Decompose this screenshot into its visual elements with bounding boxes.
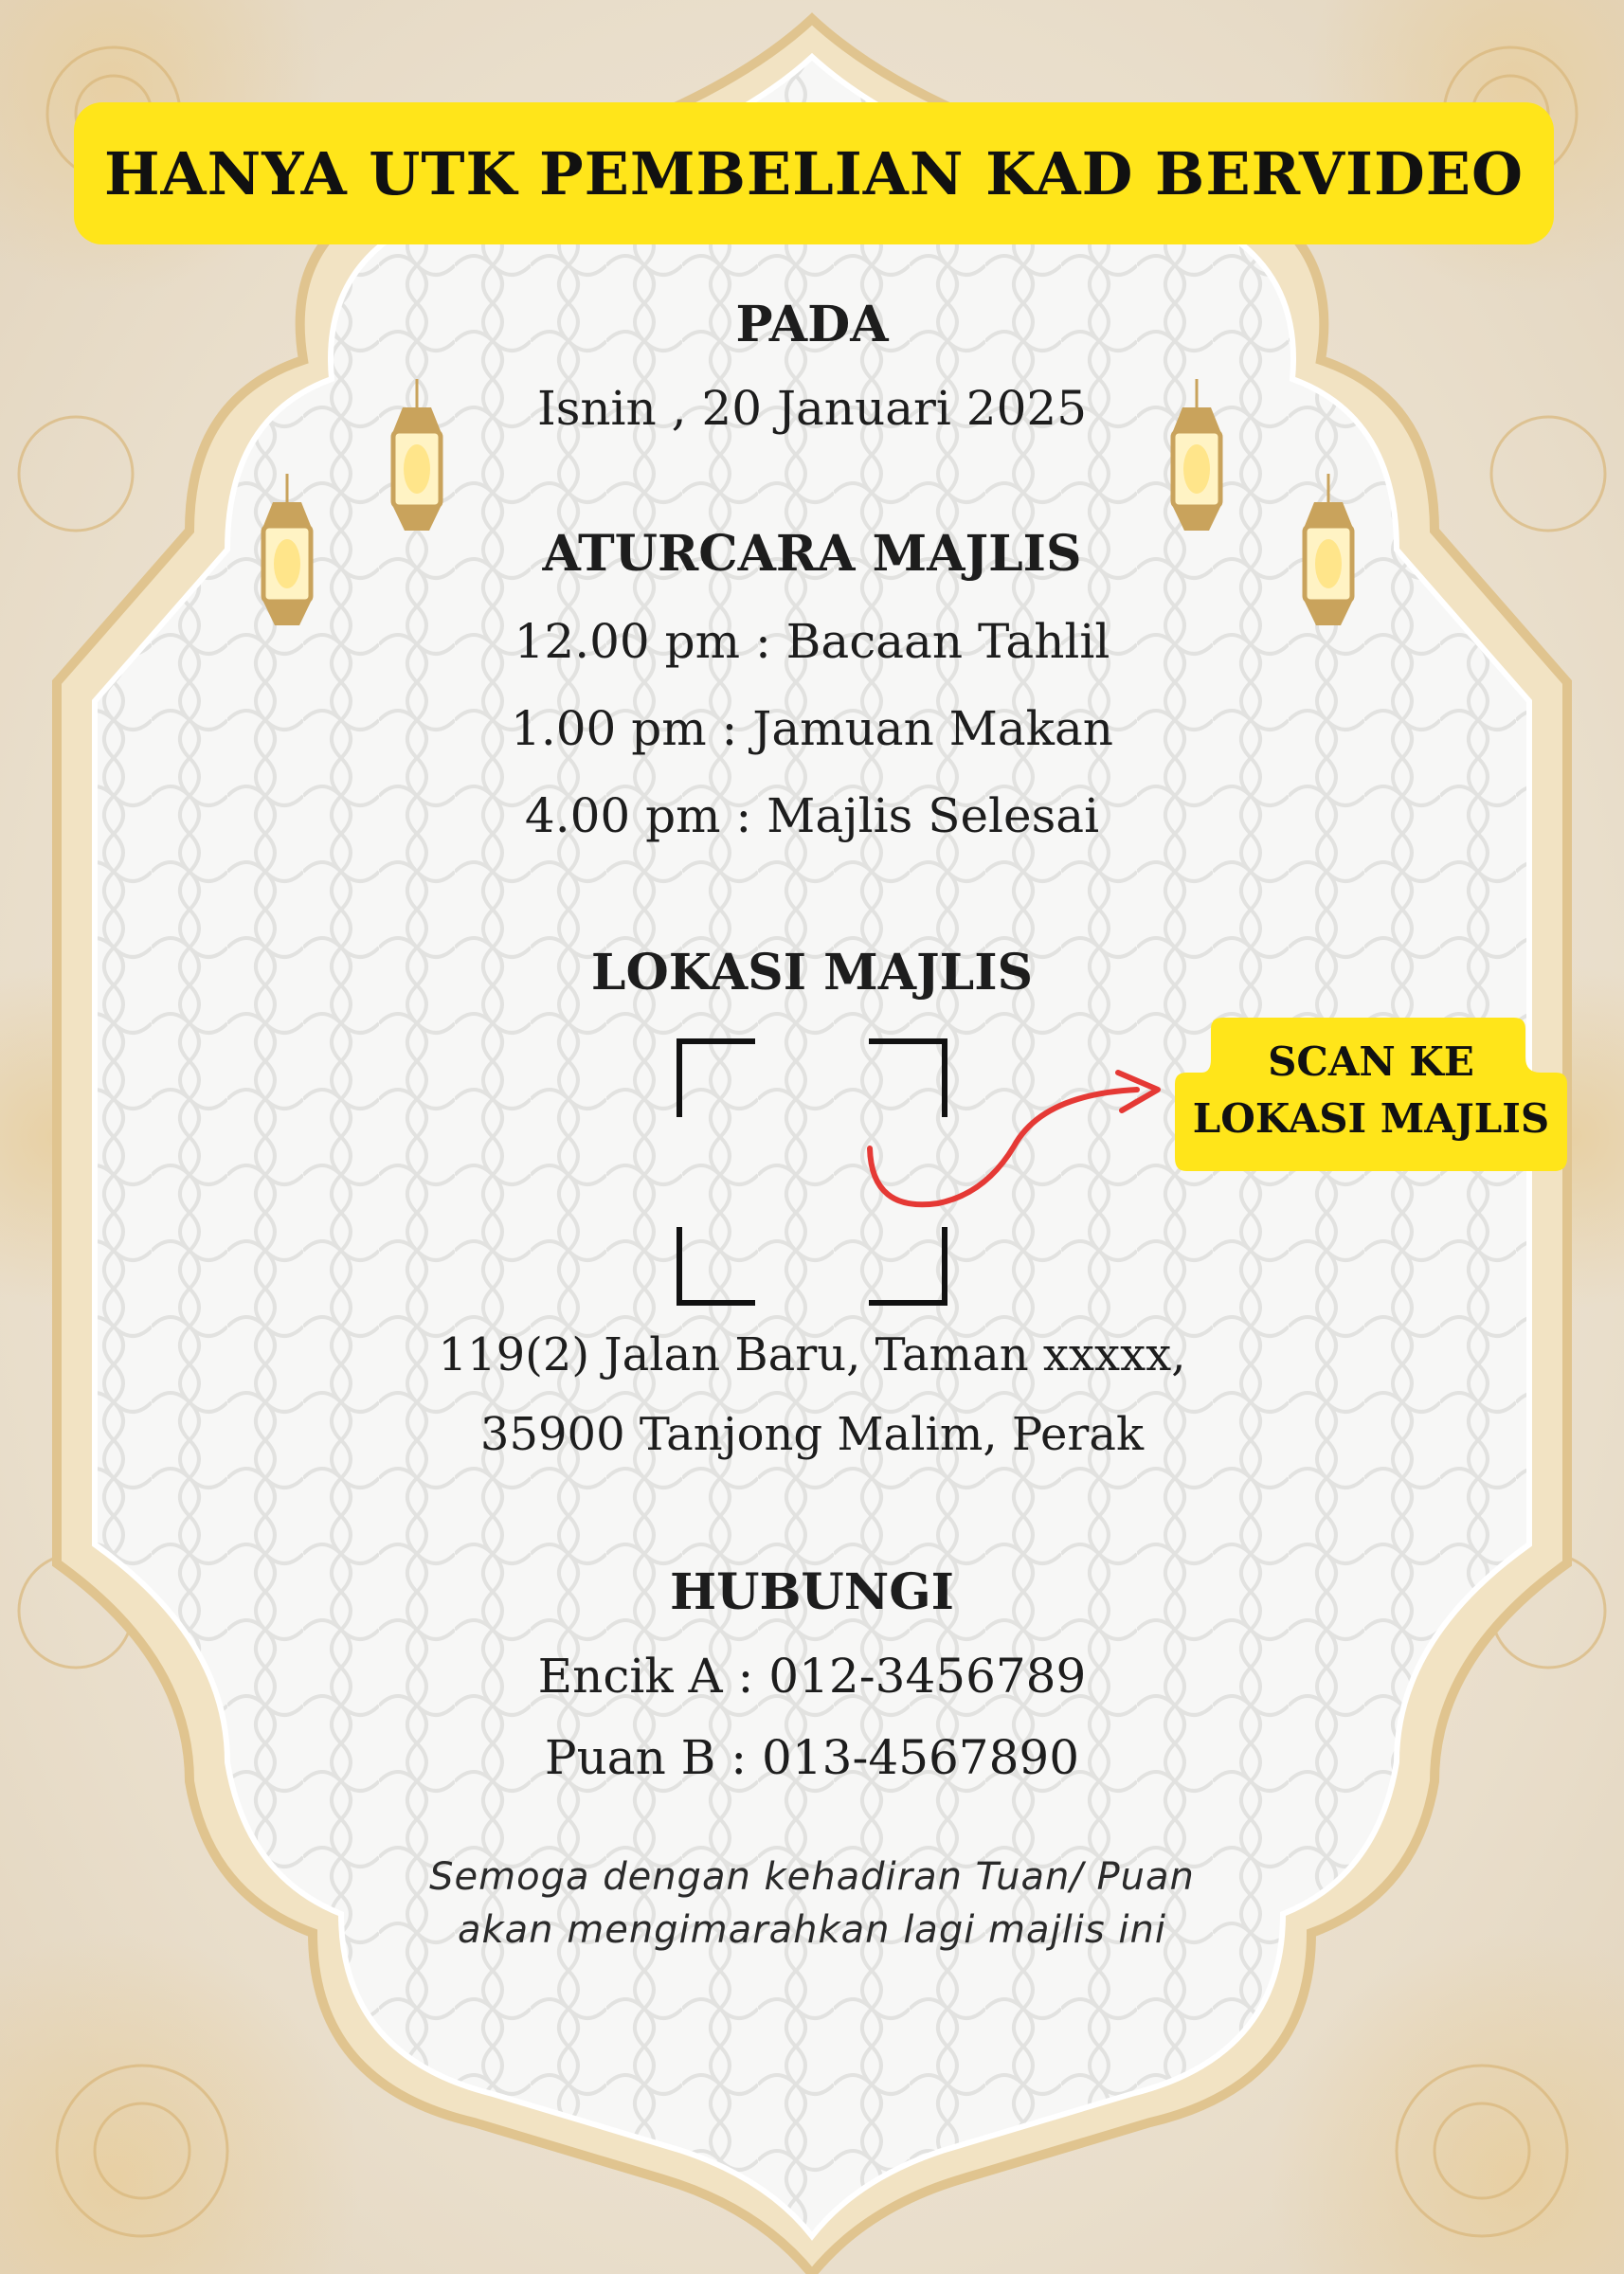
program-heading: ATURCARA MAJLIS xyxy=(542,525,1082,583)
contact-item: Puan B : 013-4567890 xyxy=(544,1730,1080,1785)
address-line: 35900 Tanjong Malim, Perak xyxy=(479,1408,1145,1461)
arrow-icon xyxy=(853,1061,1194,1232)
closing-line: Semoga dengan kehadiran Tuan/ Puan xyxy=(429,1855,1195,1899)
program-item: 12.00 pm : Bacaan Tahlil xyxy=(514,614,1110,669)
date-heading: PADA xyxy=(735,296,889,353)
contact-heading: HUBUNGI xyxy=(669,1563,955,1621)
scan-callout xyxy=(1173,1016,1569,1173)
date-value: Isnin , 20 Januari 2025 xyxy=(536,381,1088,436)
program-item: 1.00 pm : Jamuan Makan xyxy=(511,701,1113,756)
address-line: 119(2) Jalan Baru, Taman xxxxx, xyxy=(438,1328,1186,1381)
closing-line: akan mengimarahkan lagi majlis ini xyxy=(457,1908,1166,1952)
contact-item: Encik A : 012-3456789 xyxy=(537,1649,1087,1704)
scan-label-line2: LOKASI MAJLIS xyxy=(1192,1095,1550,1142)
banner-text: HANYA UTK PEMBELIAN KAD BERVIDEO xyxy=(103,138,1525,208)
program-item: 4.00 pm : Majlis Selesai xyxy=(524,788,1100,843)
scan-label-line1: SCAN KE xyxy=(1268,1038,1474,1085)
location-heading: LOKASI MAJLIS xyxy=(590,944,1034,1002)
video-card-banner xyxy=(74,102,1554,244)
